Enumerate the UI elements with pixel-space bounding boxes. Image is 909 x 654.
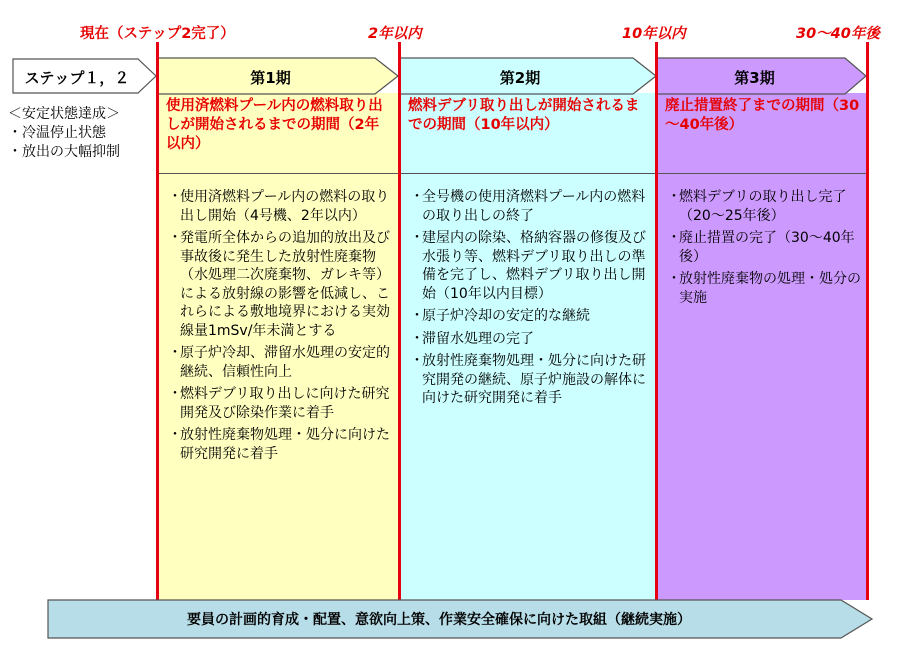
milestone-10-years: 10年以内 xyxy=(622,26,686,42)
step-status xyxy=(8,105,120,162)
phase2-header: 燃料デブリ取り出しが開始されるまでの期間（10年以内） xyxy=(400,93,655,174)
phase2-column xyxy=(400,93,655,600)
milestone-now: 現在（ステップ2完了） xyxy=(80,26,235,42)
list-item: ・ 廃止措置の完了（30～40年後） xyxy=(667,229,863,266)
list-item: ・ 原子炉冷却の安定的な継続 xyxy=(410,307,651,326)
bottom-bar-label: 要員の計画的育成・配置、意欲向上策、作業安全確保に向けた取組（継続実施） xyxy=(187,612,691,628)
step-status-item: ・冷温停止状態 xyxy=(8,125,106,141)
phase1-column xyxy=(158,93,398,600)
list-item: ・ 燃料デブリの取り出し完了（20～25年後） xyxy=(667,188,863,225)
list-item: ・ 放射性廃棄物の処理・処分の実施 xyxy=(667,270,863,307)
phase1-items xyxy=(168,188,394,467)
phase2-items xyxy=(410,188,651,412)
phase3-column xyxy=(657,93,867,600)
list-item: ・ 原子炉冷却、滞留水処理の安定的継続、信頼性向上 xyxy=(168,344,394,381)
step-label: ステップ１，２ xyxy=(24,69,130,87)
step-status-title: ＜安定状態達成＞ xyxy=(8,106,120,122)
milestone-2-years: 2年以内 xyxy=(368,26,422,42)
phase1-label: 第1期 xyxy=(250,69,291,87)
list-item: ・ 発電所全体からの追加的放出及び事故後に発生した放射性廃棄物（水処理二次廃棄物、ガレキ等）による放射線の影響を低減し、これらによる敷地境界における実効線量1mSv/年未満とする xyxy=(168,229,394,340)
milestone-line-10-years xyxy=(655,42,658,600)
phase3-items xyxy=(667,188,863,311)
milestone-line-now xyxy=(156,42,159,600)
phase2-label: 第2期 xyxy=(499,69,541,87)
step-status-item: ・放出の大幅抑制 xyxy=(8,144,120,160)
list-item: ・ 放射性廃棄物処理・処分に向けた研究開発の継続、原子炉施設の解体に向けた研究開発に着手 xyxy=(410,352,651,408)
list-item: ・ 燃料デブリ取り出しに向けた研究開発及び除染作業に着手 xyxy=(168,385,394,422)
milestone-30-40-years: 30～40年後 xyxy=(796,26,880,42)
list-item: ・ 滞留水処理の完了 xyxy=(410,330,651,349)
milestone-line-2-years xyxy=(398,42,401,600)
list-item: ・ 全号機の使用済燃料プール内の燃料の取り出しの終了 xyxy=(410,188,651,225)
milestone-line-30-40-years xyxy=(866,42,869,600)
phase1-header: 使用済燃料プール内の燃料取り出しが開始されるまでの期間（2年以内） xyxy=(158,93,398,174)
list-item: ・ 建屋内の除染、格納容器の修復及び水張り等、燃料デブリ取り出しの準備を完了し、燃料デブリ取り出し開始（10年以内目標） xyxy=(410,229,651,303)
list-item: ・ 放射性廃棄物処理・処分に向けた研究開発に着手 xyxy=(168,426,394,463)
list-item: ・ 使用済燃料プール内の燃料の取り出し開始（4号機、2年以内） xyxy=(168,188,394,225)
phase3-label: 第3期 xyxy=(734,69,775,87)
phase3-header: 廃止措置終了までの期間（30～40年後） xyxy=(657,93,867,174)
